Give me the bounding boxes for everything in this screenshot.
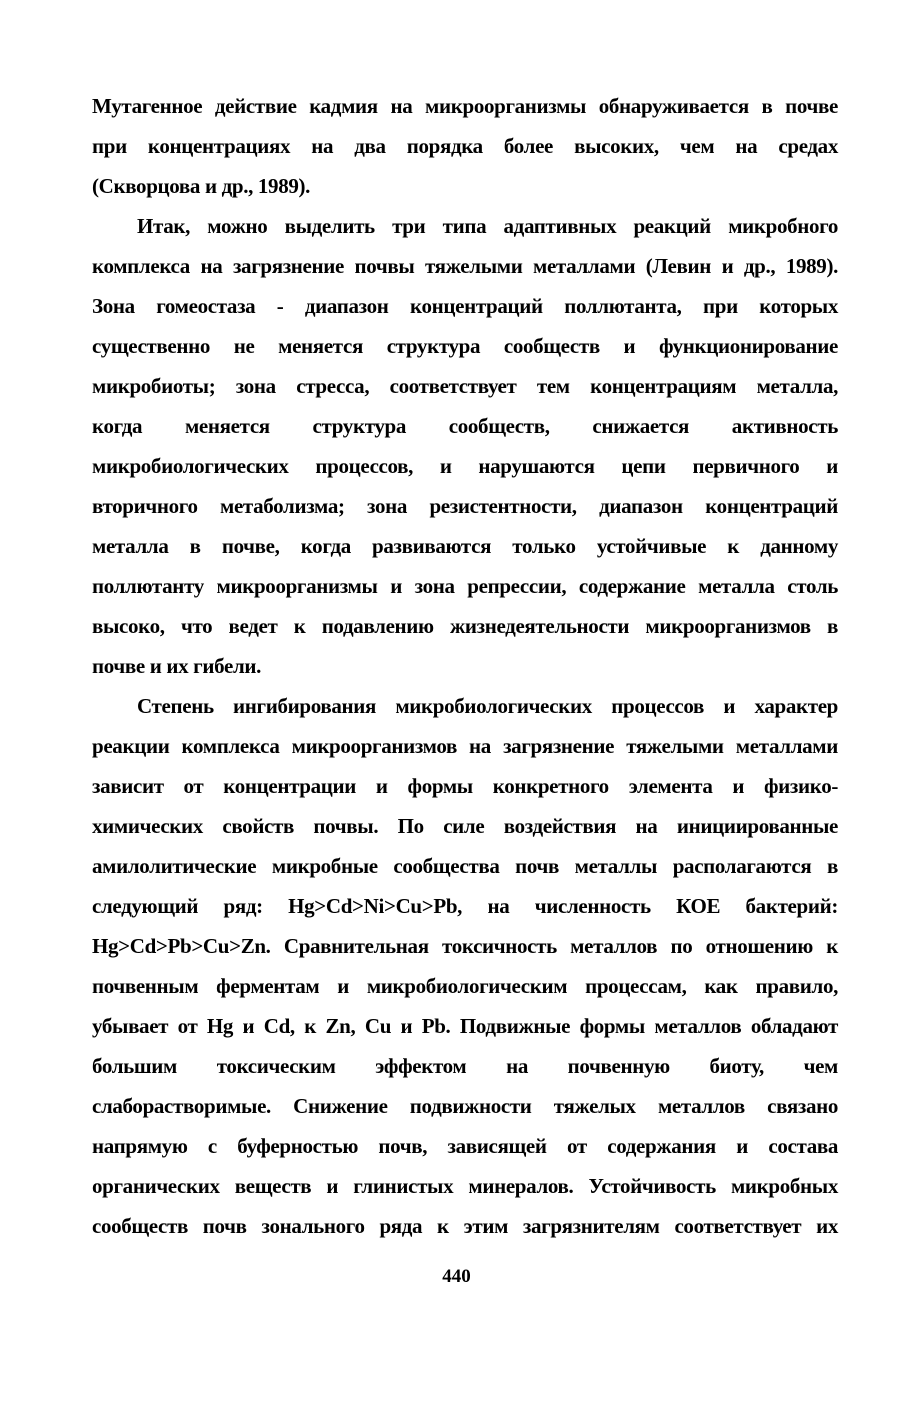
text-line: вторичного метаболизма; зона резистентности, диапазон концентраций	[92, 494, 838, 518]
text-line: сообществ почв зонального ряда к этим загрязнителям соответствует их	[92, 1214, 838, 1238]
text-line: большим токсическим эффектом на почвенную биоту, чем	[92, 1054, 838, 1078]
text-line: почве и их гибели.	[92, 654, 262, 678]
body-text	[92, 86, 838, 1246]
text-line: существенно не меняется структура сообществ и функционирование	[92, 334, 838, 358]
text-line: микробиологических процессов, и нарушаются цепи первичного и	[92, 454, 838, 478]
text-line: Итак, можно выделить три типа адаптивных реакций микробного	[137, 214, 838, 238]
text-line: органических веществ и глинистых минералов. Устойчивость микробных	[92, 1174, 838, 1198]
text-line: зависит от концентрации и формы конкретного элемента и физико-	[92, 774, 838, 798]
text-line: Мутагенное действие кадмия на микроорганизмы обнаруживается в почве	[92, 94, 838, 118]
text-line: металла в почве, когда развиваются только устойчивые к данному	[92, 534, 838, 558]
text-line: высоко, что ведет к подавлению жизнедеятельности микроорганизмов в	[92, 614, 838, 638]
text-line: (Скворцова и др., 1989).	[92, 174, 311, 198]
text-line: следующий ряд: Hg>Cd>Ni>Cu>Pb, на численность КОЕ бактерий:	[92, 894, 838, 918]
text-line: почвенным ферментам и микробиологическим процессам, как правило,	[92, 974, 838, 998]
text-line: амилолитические микробные сообщества почв металлы располагаются в	[92, 854, 838, 878]
text-line: Степень ингибирования микробиологических процессов и характер	[137, 694, 838, 718]
text-line: Hg>Cd>Pb>Cu>Zn. Сравнительная токсичность металлов по отношению к	[92, 934, 838, 958]
text-line: реакции комплекса микроорганизмов на загрязнение тяжелыми металлами	[92, 734, 838, 758]
text-line: Зона гомеостаза - диапазон концентраций поллютанта, при которых	[92, 294, 838, 318]
text-line: убывает от Hg и Cd, к Zn, Cu и Pb. Подвижные формы металлов обладают	[92, 1014, 838, 1038]
text-line: химических свойств почвы. По силе воздействия на инициированные	[92, 814, 838, 838]
text-line: поллютанту микроорганизмы и зона репрессии, содержание металла столь	[92, 574, 838, 598]
text-line: когда меняется структура сообществ, снижается активность	[92, 414, 838, 438]
page-number: 440	[442, 1266, 471, 1287]
text-line: микробиоты; зона стресса, соответствует тем концентрациям металла,	[92, 374, 838, 398]
text-line: слаборастворимые. Снижение подвижности тяжелых металлов связано	[92, 1094, 838, 1118]
text-line: при концентрациях на два порядка более высоких, чем на средах	[92, 134, 838, 158]
text-line: комплекса на загрязнение почвы тяжелыми металлами (Левин и др., 1989).	[92, 254, 838, 278]
text-line: напрямую с буферностью почв, зависящей от содержания и состава	[92, 1134, 838, 1158]
